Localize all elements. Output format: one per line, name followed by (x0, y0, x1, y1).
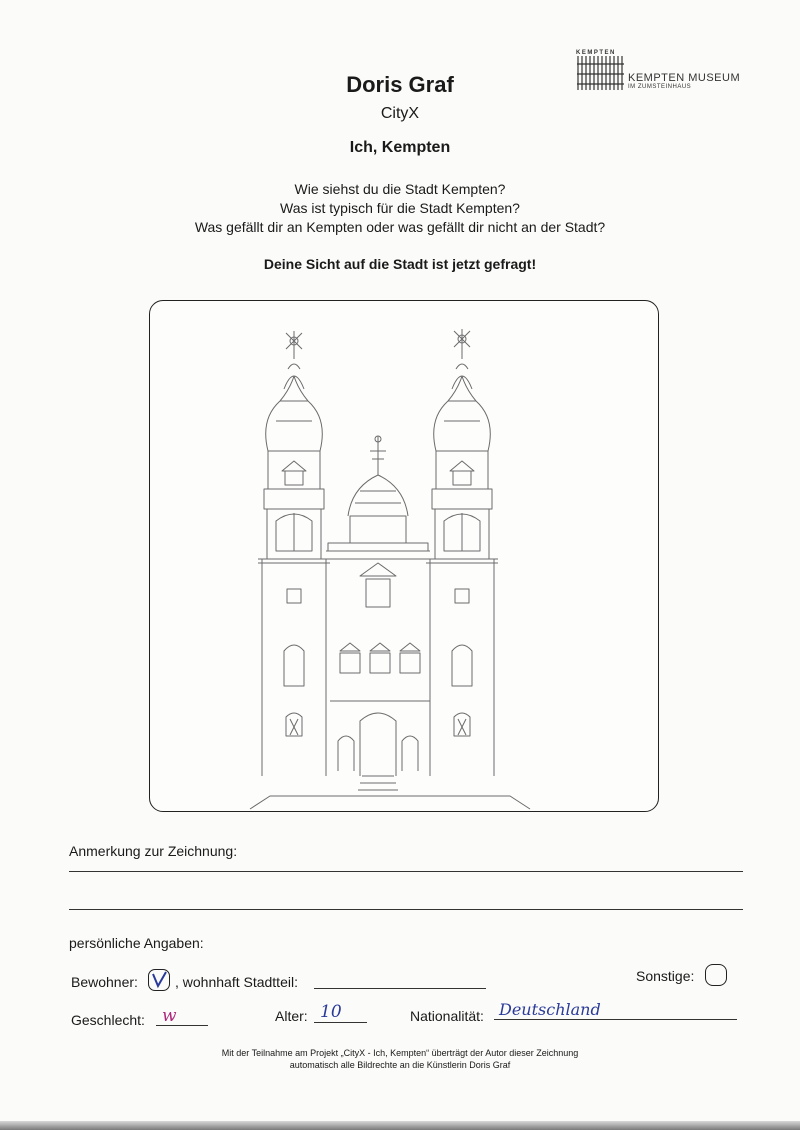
project-name: CityX (380, 105, 420, 122)
nationalitaet-label: Nationalität: (410, 1008, 484, 1024)
footer-line-1: Mit der Teilnahme am Projekt „CityX - Ich, Kempten“ überträgt der Autor dieser Zeichnung (221, 1048, 579, 1058)
drawing-frame (149, 300, 659, 812)
anmerkung-label: Anmerkung zur Zeichnung: (69, 843, 238, 859)
church-drawing-icon (150, 301, 658, 811)
bewohner-checkbox[interactable] (148, 969, 170, 991)
logo-line2: IM ZUMSTEINHAUS (628, 84, 692, 90)
bewohner-label: Bewohner: (71, 974, 138, 990)
alter-field[interactable] (314, 1022, 367, 1023)
logo-line1: KEMPTEN MUSEUM (628, 72, 741, 84)
question-1: Wie siehst du die Stadt Kempten? (294, 181, 506, 197)
footer-line-2: automatisch alle Bildrechte an die Künstlerin Doris Graf (289, 1060, 511, 1070)
geschlecht-value: w (162, 1006, 177, 1026)
question-2: Was ist typisch für die Stadt Kempten? (280, 200, 520, 216)
sheet-title: Ich, Kempten (349, 139, 451, 156)
checkmark-icon (149, 970, 169, 990)
logo-mark-text: KEMPTEN (576, 50, 616, 56)
stadtteil-field[interactable] (314, 988, 486, 989)
geschlecht-field[interactable] (156, 1025, 208, 1026)
call-to-action: Deine Sicht auf die Stadt ist jetzt gefragt! (263, 256, 537, 272)
wohnhaft-label: , wohnhaft Stadtteil: (175, 974, 298, 990)
artist-name: Doris Graf (346, 72, 454, 97)
anmerkung-line-1[interactable] (69, 871, 743, 872)
personal-info-label: persönliche Angaben: (69, 935, 204, 951)
nationalitaet-value: Deutschland (499, 1000, 601, 1019)
alter-value: 10 (320, 1002, 342, 1022)
scan-edge (0, 1121, 800, 1130)
question-3: Was gefällt dir an Kempten oder was gefällt dir nicht an der Stadt? (194, 219, 606, 235)
nationalitaet-field[interactable] (494, 1019, 737, 1020)
sonstige-checkbox[interactable] (705, 964, 727, 986)
geschlecht-label: Geschlecht: (71, 1012, 145, 1028)
sonstige-label: Sonstige: (636, 968, 695, 984)
anmerkung-line-2[interactable] (69, 909, 743, 910)
alter-label: Alter: (275, 1008, 308, 1024)
